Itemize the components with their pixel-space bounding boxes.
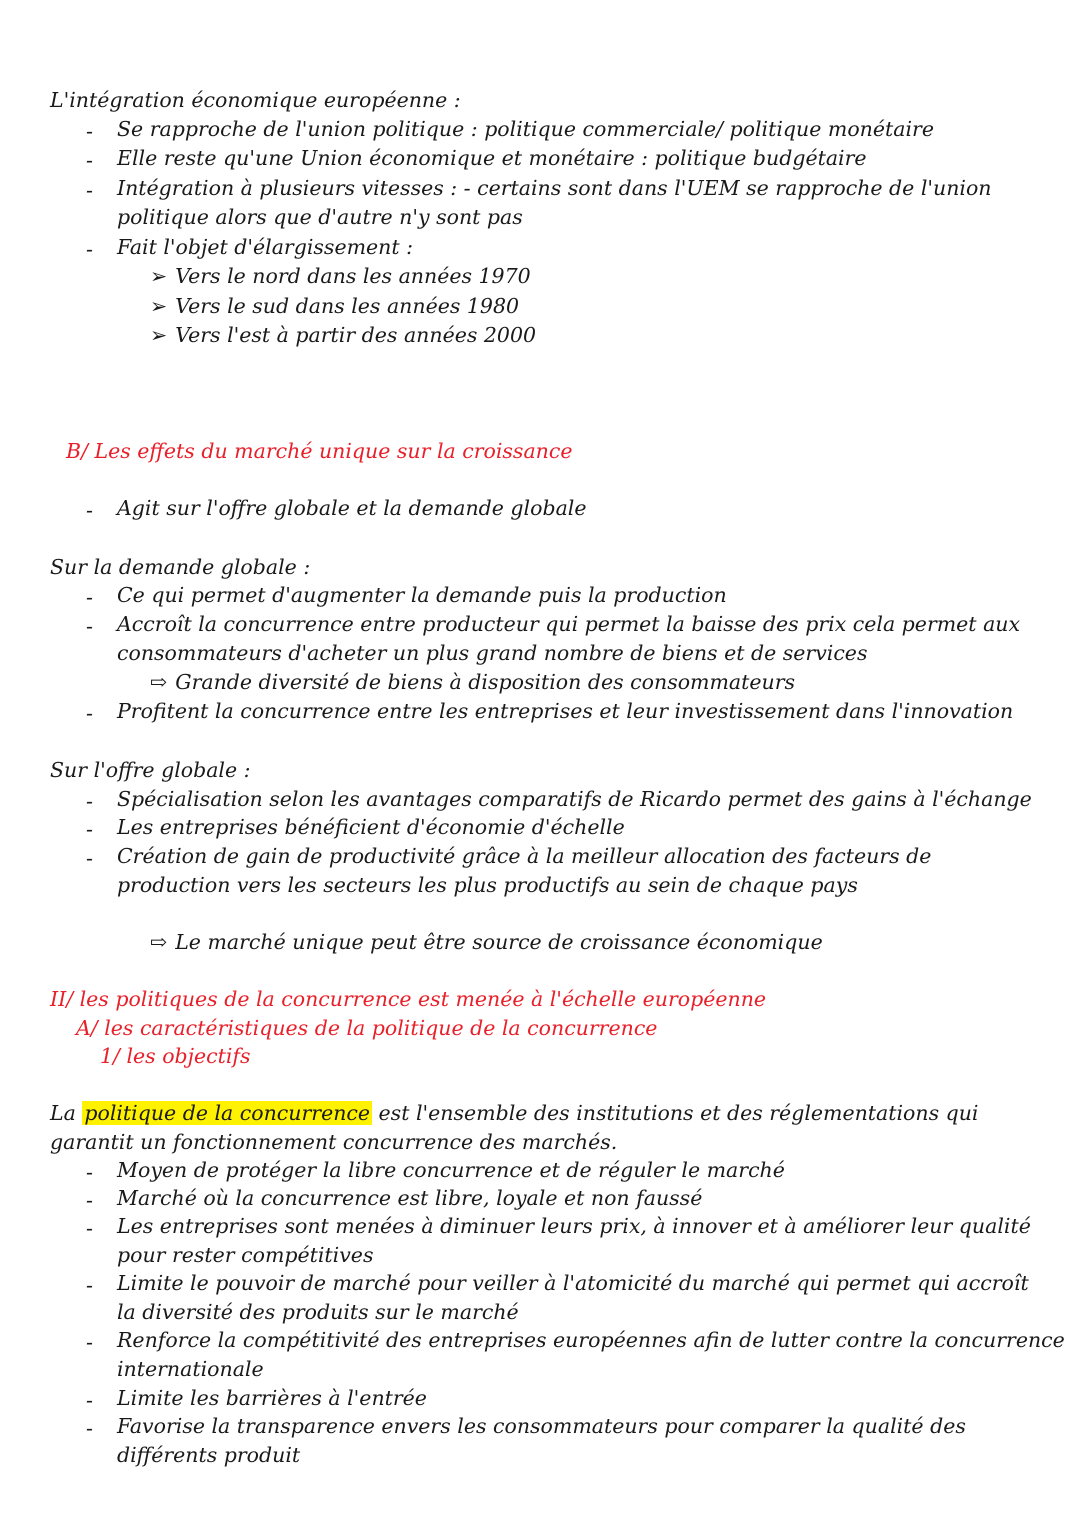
objective-bullet: Limite les barrières à l'entrée [117, 1386, 427, 1410]
objective-bullet-continuation: la diversité des produits sur le marché [117, 1300, 519, 1324]
highlighted-term: politique de la concurrence [84, 1101, 371, 1125]
objective-bullet-continuation: internationale [117, 1357, 264, 1381]
intro-title: L'intégration économique européenne : [50, 88, 461, 112]
arrowhead-icon: ➢ [150, 294, 168, 318]
objective-bullet-continuation: différents produit [117, 1443, 301, 1467]
arrowhead-icon: ➢ [150, 264, 168, 288]
arrow-right-icon: ⇨ [150, 930, 168, 954]
objective-bullet: Renforce la compétitivité des entreprises européennes afin de lutter contre la concurrence [117, 1328, 1065, 1352]
supply-bullet: Spécialisation selon les avantages comparatifs de Ricardo permet des gains à l'échange [117, 787, 1032, 811]
demand-bullet-continuation: consommateurs d'acheter un plus grand nombre de biens et de services [117, 641, 868, 665]
demand-bullet: Accroît la concurrence entre producteur qui permet la baisse des prix cela permet aux [117, 612, 1021, 636]
sub-bullet: ➢ Vers le sud dans les années 1980 [150, 294, 520, 318]
sub-bullet: ➢ Vers l'est à partir des années 2000 [150, 323, 537, 347]
supply-bullet: Création de gain de productivité grâce à la meilleur allocation des facteurs de [117, 844, 932, 868]
section-2a-title: A/ les caractéristiques de la politique de la concurrence [76, 1016, 658, 1040]
demand-arrow-line: ⇨ Grande diversité de biens à disposition des consommateurs [150, 670, 796, 694]
objective-bullet-continuation: pour rester compétitives [117, 1243, 374, 1267]
intro-bullet: Fait l'objet d'élargissement : [117, 235, 414, 259]
arrow-right-icon: ⇨ [150, 670, 168, 694]
objective-bullet: Les entreprises sont menées à diminuer leurs prix, à innover et à améliorer leur qualité [117, 1214, 1031, 1238]
section-2a1-title: 1/ les objectifs [100, 1044, 251, 1068]
definition-line: La politique de la concurrence est l'ensemble des institutions et des réglementations qui [50, 1101, 979, 1125]
intro-bullet: Intégration à plusieurs vitesses : - certains sont dans l'UEM se rapproche de l'union [117, 176, 992, 200]
intro-bullet: Se rapproche de l'union politique : politique commerciale/ politique monétaire [117, 117, 934, 141]
document-page: L'intégration économique européenne : - Se rapproche de l'union politique : politique commerciale/ politique monétaire - Elle reste qu'une Union économique et monétaire : politique budgétaire - Intégration à plusieurs vitesses : - certains sont dans l'UEM se rapproche de l'union politique alors que d'autre n'y sont pas - Fait l'objet d'élargissement : ➢ Vers le nord dans les années 1970 ➢ Vers le sud dans les années 1980 ➢ Vers l'est à partir des années 2000 B/ Les effets du marché unique sur la croissance - Agit sur l'offre globale et la demande globale Sur la demande globale : - Ce qui permet d'augmenter la demande puis la production - Accroît la concurrence entre producteur qui permet la baisse des prix cela permet aux consommateurs d'acheter un plus grand nombre de biens et de services ⇨ Grande diversité de biens à disposition des consommateurs - Profitent la concurrence entre les entreprises et leur investissement dans l'innovation Sur l'offre globale : - Spécialisation selon les avantages comparatifs de Ricardo permet des gains à l'échange - Les entreprises bénéficient d'économie d'échelle - Création de gain de productivité grâce à la meilleur allocation des facteurs de production vers les secteurs les plus productifs au sein de chaque pays ⇨ Le marché unique peut être source de croissance économique II/ les politiques de la concurrence est menée à l'échelle européenne A/ les caractéristiques de la politique de la concurrence 1/ les objectifs La politique de la concurrence est l'ensemble des institutions et des réglementations qui garantit un fonctionnement concurrence des marchés. - Moyen de protéger la libre concurrence et de réguler le marché - Marché où la concurrence est libre, loyale et non faussé - Les entreprises sont menées à diminuer leurs prix, à innover et à améliorer leur qualité pour rester compétitives - Limite le pouvoir de marché pour veiller à l'atomicité du marché qui permet qui accroît la diversité des produits sur le marché - Renforce la compétitivité des entreprises européennes afin de lutter contre la concurrence internationale - Limite les barrières à l'entrée - Favorise la transparence envers les consommateurs pour comparer la qualité des différents produit [50, 88, 1065, 1467]
objective-bullet: Favorise la transparence envers les consommateurs pour comparer la qualité des [117, 1414, 966, 1438]
arrowhead-icon: ➢ [150, 323, 168, 347]
supply-title: Sur l'offre globale : [50, 758, 251, 782]
objective-bullet: Limite le pouvoir de marché pour veiller à l'atomicité du marché qui permet qui accroît [117, 1271, 1029, 1295]
objective-bullet: Moyen de protéger la libre concurrence et de réguler le marché [117, 1158, 785, 1182]
definition-line-2: garantit un fonctionnement concurrence des marchés. [50, 1130, 618, 1154]
objective-bullet: Marché où la concurrence est libre, loyale et non faussé [117, 1186, 703, 1210]
supply-bullet-continuation: production vers les secteurs les plus productifs au sein de chaque pays [117, 873, 858, 897]
sub-bullet: ➢ Vers le nord dans les années 1970 [150, 264, 531, 288]
intro-bullet-continuation: politique alors que d'autre n'y sont pas [117, 205, 523, 229]
section-b-title: B/ Les effets du marché unique sur la croissance [66, 439, 573, 463]
supply-bullet: Les entreprises bénéficient d'économie d'échelle [117, 815, 625, 839]
supply-conclusion: ⇨ Le marché unique peut être source de croissance économique [150, 930, 823, 954]
demand-bullet: Profitent la concurrence entre les entreprises et leur investissement dans l'innovation [117, 699, 1014, 723]
intro-bullet: Elle reste qu'une Union économique et monétaire : politique budgétaire [117, 146, 867, 170]
demand-bullet: Ce qui permet d'augmenter la demande puis la production [117, 583, 727, 607]
section-b-bullet: Agit sur l'offre globale et la demande globale [117, 496, 587, 520]
demand-title: Sur la demande globale : [50, 555, 311, 579]
section-2-title: II/ les politiques de la concurrence est menée à l'échelle européenne [50, 987, 767, 1011]
